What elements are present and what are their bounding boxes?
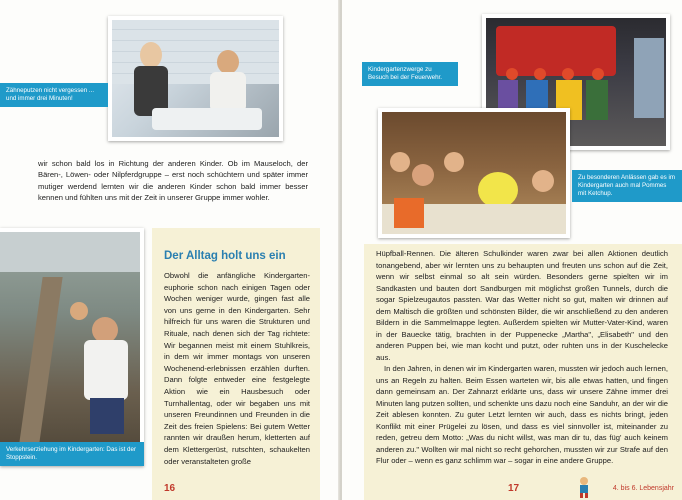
chapter-label: 4. bis 6. Lebensjahr bbox=[612, 485, 674, 492]
page-number-right: 17 bbox=[508, 483, 520, 494]
left-column-text: Obwohl die anfängliche Kindergarten-euphorie schon nach einigen Tagen oder Wochen weniger wurde, gingen fast alle von uns gerne in den Kindergarten. Sehr hilfreich für uns waren die Strukturen und Rituale, nach denen sich der Tag richtete: Wir begannen meist mit einem Stuhlkreis, in dem wir immer montags von unseren Wochenend-erlebnissen erzählen durften. Dann folgte entweder eine festgelegte Aktion wie ein Hausbesuch oder Turnhallentag, oder wir begaben uns mit unseren Freundinnen und Freunden in die Zeit des freien Spielens: Bei gutem Wetter rannten wir draußen herum, kletterten auf dem Klettergerüst, rutschten, schaukelten oder veranstalteten große bbox=[164, 271, 310, 466]
intro-paragraph: wir schon bald los in Richtung der anderen Kinder. Ob im Mauseloch, der Bären-, Löwen- oder Nilpferdgruppe – erst noch schüchtern und später immer mutiger werdend lernten wir die anderen Kinder schon bald immer besser kennen und fühlten uns mit der Zeit in unserer Gruppe immer wohler. bbox=[38, 159, 308, 202]
left-page bbox=[0, 0, 340, 500]
section-heading: Der Alltag holt uns ein bbox=[164, 250, 286, 262]
photo-toothbrushing bbox=[108, 16, 283, 141]
right-page bbox=[342, 0, 682, 500]
page-number-left: 16 bbox=[164, 483, 176, 494]
photo-traffic-education bbox=[0, 228, 144, 466]
caption-toothbrushing: Zähneputzen nicht vergessen ... und immer drei Minuten! bbox=[0, 83, 108, 107]
caption-party: Zu besonderen Anlässen gab es im Kindergarten auch mal Pommes mit Ketchup. bbox=[572, 170, 682, 202]
child-figure-icon bbox=[574, 476, 594, 498]
caption-fire-station: Kindergartenzwerge zu Besuch bei der Feuerwehr. bbox=[362, 62, 458, 86]
right-column-text bbox=[376, 248, 668, 467]
photo-party bbox=[378, 108, 570, 238]
right-paragraph-2: In den Jahren, in denen wir im Kindergarten waren, mussten wir jedoch auch lernen, uns an Regeln zu halten. Beim Essen warteten wir, bis alle etwas hatten, und fingen dann gemeinsam an. Der Zahnarzt erklärte uns, dass wir unsere Zähne immer drei Minuten lang putzen sollten, und schenkte uns dazu noch eine Sanduhr, an der wir die Zeit ablesen konnten. Zu guter Letzt lernten wir auch, dass es nichts bringt, jeden Konflikt mit einer Prügelei zu lösen, und dass es viel sinnvoller ist, miteinander zu reden, getreu dem Motto: „Was du nicht willst, was man dir tu, das füg' auch keinem anderen zu." Wollten wir mal nicht so recht gehorchen, mussten wir zur Strafe auf den Flur oder – wenn es ganz schlimm war – sogar in eine andere Gruppe. bbox=[376, 364, 668, 465]
right-paragraph-1: Hüpfball-Rennen. Die älteren Schulkinder waren zwar bei allen Aktionen deutlich tonangebend, aber wir lernten uns zu behaupten und freuten uns schon auf die Zeit, wenn wir selbst einmal so alt sein würden. Besonders gerne spielten wir im Sandkasten und bauten dort Sandburgen mit möglichst großen Tunnels, durch die sogar Spielzeugautos passten. War das Wetter nicht so gut, malten wir drinnen auf dem Maltisch die größten und schönsten Bilder, die wir anschließend zu den anderen Bildern in die Sammelmappe legten. Außerdem spielten wir Mutter-Vater-Kind, waren in der Bauecke tätig, brachten in der Puppenecke „Martha", „Elisabeth" und den anderen Puppen bei, wie man kocht und putzt, oder ruhten uns in der Kuschelecke aus. bbox=[376, 249, 668, 362]
caption-traffic: Verkehrserziehung im Kindergarten: Das ist der Stoppstein. bbox=[0, 442, 144, 466]
